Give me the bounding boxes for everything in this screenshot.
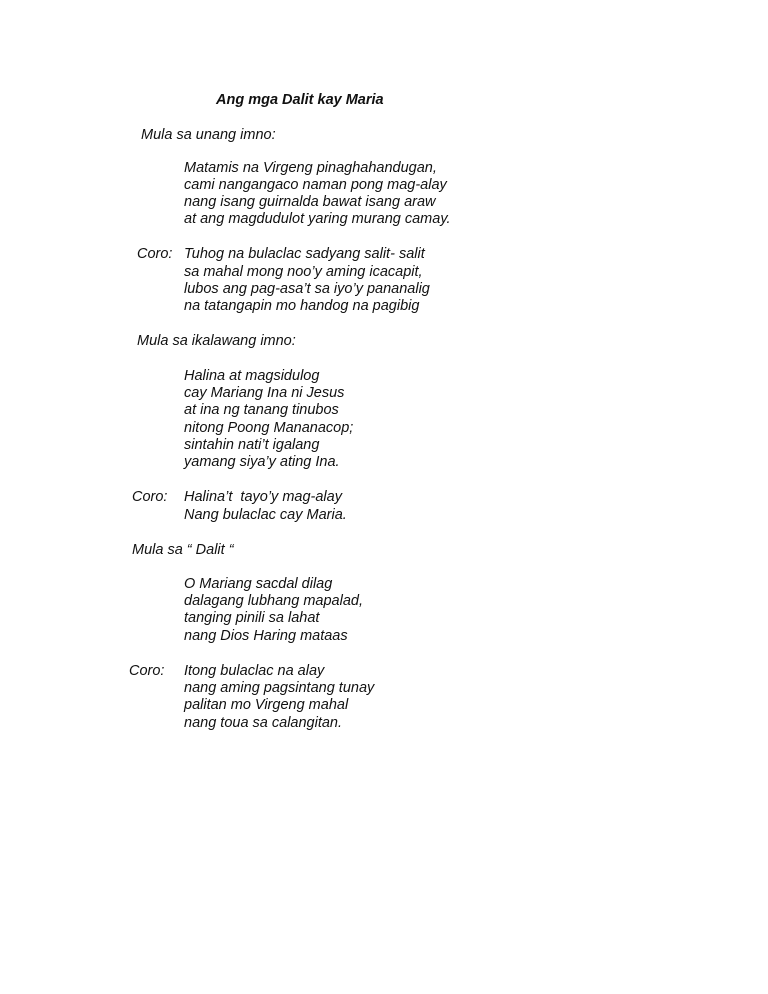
coro-label: Coro: [129,663,165,679]
verse-line: O Mariang sacdal dilag [184,576,333,592]
verse-line: sintahin nati’t igalang [184,437,320,453]
section-heading-3: Mula sa “ Dalit “ [132,542,234,558]
verse-line: cami nangangaco naman pong mag-alay [184,177,447,193]
verse-line: Matamis na Virgeng pinaghahandugan, [184,160,437,176]
coro-line: Itong bulaclac na alay [184,663,325,679]
verse-line: nitong Poong Mananacop; [184,420,354,436]
coro-line: lubos ang pag-asa’t sa iyo’y pananalig [184,281,430,297]
coro-line: palitan mo Virgeng mahal [184,697,349,713]
verse-line: Halina at magsidulog [184,368,320,384]
verse-line: at ang magdudulot yaring murang camay. [184,211,451,227]
coro-line: Tuhog na bulaclac sadyang salit- salit [184,246,425,262]
verse-line: yamang siya’y ating Ina. [184,454,340,470]
section-heading-2: Mula sa ikalawang imno: [137,333,296,349]
verse-line: dalagang lubhang mapalad, [184,593,363,609]
verse-line: nang Dios Haring mataas [184,628,348,644]
verse-line: tanging pinili sa lahat [184,610,320,626]
coro-line: nang toua sa calangitan. [184,715,343,731]
coro-label: Coro: [137,246,173,262]
section-heading-1: Mula sa unang imno: [141,127,276,143]
coro-line: na tatangapin mo handog na pagibig [184,298,420,314]
verse-line: cay Mariang Ina ni Jesus [184,385,345,401]
verse-line: nang isang guirnalda bawat isang araw [184,194,436,210]
verse-line: at ina ng tanang tinubos [184,402,339,418]
coro-line: sa mahal mong noo’y aming icacapit, [184,264,423,280]
coro-line: Halina’t tayo’y mag-alay [184,489,342,505]
coro-label: Coro: [132,489,168,505]
document-title: Ang mga Dalit kay Maria [216,92,384,108]
coro-line: nang aming pagsintang tunay [184,680,375,696]
coro-line: Nang bulaclac cay Maria. [184,507,347,523]
